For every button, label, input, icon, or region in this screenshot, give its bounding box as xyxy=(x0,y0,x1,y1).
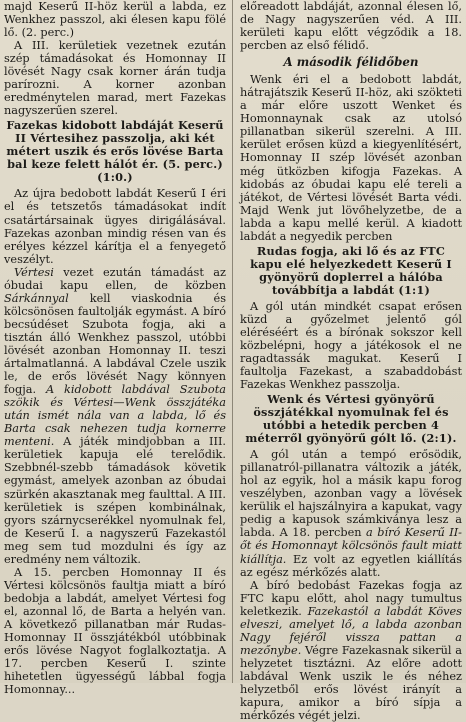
bold-headline-paragraph: Fazekas kidobott labdáját Keserű II Vértesihez passzolja, aki két métert uszik és erős lövése Barta bal keze felett hálót ér. (5. perc.) (1:0.) xyxy=(6,118,224,185)
bold-headline-paragraph: Rudas fogja, aki lő és az FTC kapu elé helyezkedett Keserű I gyönyörű doplerrel a hálóba továbbítja a labdát (1:1) xyxy=(250,243,452,297)
article-paragraph: Az újra bedobott labdát Keserű I éri el és tetszetős támadásokat indít csatártársainak ügyes dirigálásával. Fazekas azonban mindig résen van és erélyes kézzel kárítja el a fenyegető veszélyt. xyxy=(4,187,226,266)
article-paragraph: majd Keserű II-höz kerül a labda, ez Wenkhez passzol, aki élesen kapu fölé lő. (2. perc.) xyxy=(4,0,226,40)
left-column xyxy=(4,0,226,697)
article-paragraph: Vértesi vezet ezután támadást az óbudai kapu ellen, de közben Sárkánnyal kell viaskodnia és kölcsönösen faultolják egymást. A bíró becsúdéset Szubota fogja, aki a tisztán álló Wenkhez passzol, utóbbi lövését azonban Homonnay II. teszi ártalmatlanná. A labdával Czele uszik le, de erős lövését Nagy könnyen fogja. A kidobott labdával Szubota szökik és Vértesi—Wenk összjátéka után ismét nála van a labda, lő és Barta csak nehezen tudja kornerre menteni. A játék mindjobban a III. kerületiek kapuja elé terelődik. Szebbnél-szebb támadások követik egymást, amelyek azonban az óbudai szürkén akasztanak meg faulttal. A III. kerületiek is szépen kombinálnak, gyors szárnycserékkel nyomulnak fel, de Keserű I. a nagyszerű Fazekastól meg sem tud mozdulni és így az eredmény nem változik. xyxy=(4,265,226,566)
article-paragraph: A bíró bedobást Fazekas fogja az FTC kapu előtt, ahol nagy tumultus keletkezik. Fazekastól a labdát Köves elveszi, amelyet lő, a labda azonban Nagy fejéről vissza pattan a mezőnybe. Végre Fazekasnak sikerül a helyzetet tisztázni. Az előre adott labdával Wenk uszik le és néhez helyzetből erős lövést irányít a kapura, amikor a bíró sípja a mérkőzés végét jelzi. xyxy=(240,578,462,722)
article-paragraph: A gól után a tempó erősödik, pillanatról-pillanatra változik a játék, hol az egyik, hol a másik kapu forog veszélyben, azonban vagy a lövések kerülik el hajszálnyira a kapukat, vagy pedig a kapusok számkiványa lesz a labda. A 18. percben a bíró Keserű II-őt és Homonnayt kölcsönös fault miatt kiállítja. Ez volt az egyetlen kiállítás az egész mérkőzés alatt. xyxy=(240,448,463,579)
article-paragraph: A III. kerületiek vezetnek ezután szép támadásokat és Homonnay II lövését Nagy csak korner árán tudja parírozni. A korner azonban eredménytelen marad, mert Fazekas nagyszerűen szerel. xyxy=(4,39,226,118)
right-column xyxy=(240,0,463,722)
article-paragraph: A 15. percben Homonnay II és Vértesi kölcsönös faultja miatt a bíró bedobja a labdát, amelyet Vértesi fog el, azonnal lő, de Barta a helyén van. A következő pillanatban már Rudas-Homonnay II összjátékból utóbbinak erős lövése Nagyot foglalkoztatja. A 17. percben Keserű I. szinte hihetetlen ügyességű lábbal fogja Homonnay... xyxy=(4,565,226,697)
bold-headline-paragraph: Wenk és Vértesi gyönyörű összjátékkal nyomulnak fel és utóbbi a hetedik percben 4 méterről gyönyörű gólt lő. (2:1). xyxy=(245,392,457,446)
article-paragraph: Wenk éri el a bedobott labdát, hátrajátszik Keserű II-höz, aki szökteti a már előre uszott Wenket és Homonnaynak csak az utolsó pillanatban sikerül szerelni. A III. kerület erősen küzd a kiegyenlítésért, Homonnay II szép lövését azonban még ütközben kifogja Fazekas. A kidobás az óbudai kapu elé tereli a játékot, de Vértesi lövését Barta védi. Majd Wenk jut lövőhelyzetbe, de a labda a kapu mellé kerül. A kiadott labdát a negyedik percben xyxy=(240,73,462,243)
article-paragraph: A gól után mindkét csapat erősen küzd a győzelmet jelentő gól eléréséért és a bírónak sokszor kell közbelépni, hogy a játékosok el ne ragadtassák magukat. Keserű I faultolja Fazekast, a szabaddobást Fazekas Wenkhez passzolja. xyxy=(240,299,462,392)
section-subheading: A második félidőben xyxy=(283,55,419,70)
column-divider xyxy=(232,0,233,683)
article-paragraph: előreadott labdáját, azonnal élesen lő, de Nagy nagyszerűen véd. A III. kerületi kapu előtt végződik a 18. percben az első félidő. xyxy=(240,0,462,53)
